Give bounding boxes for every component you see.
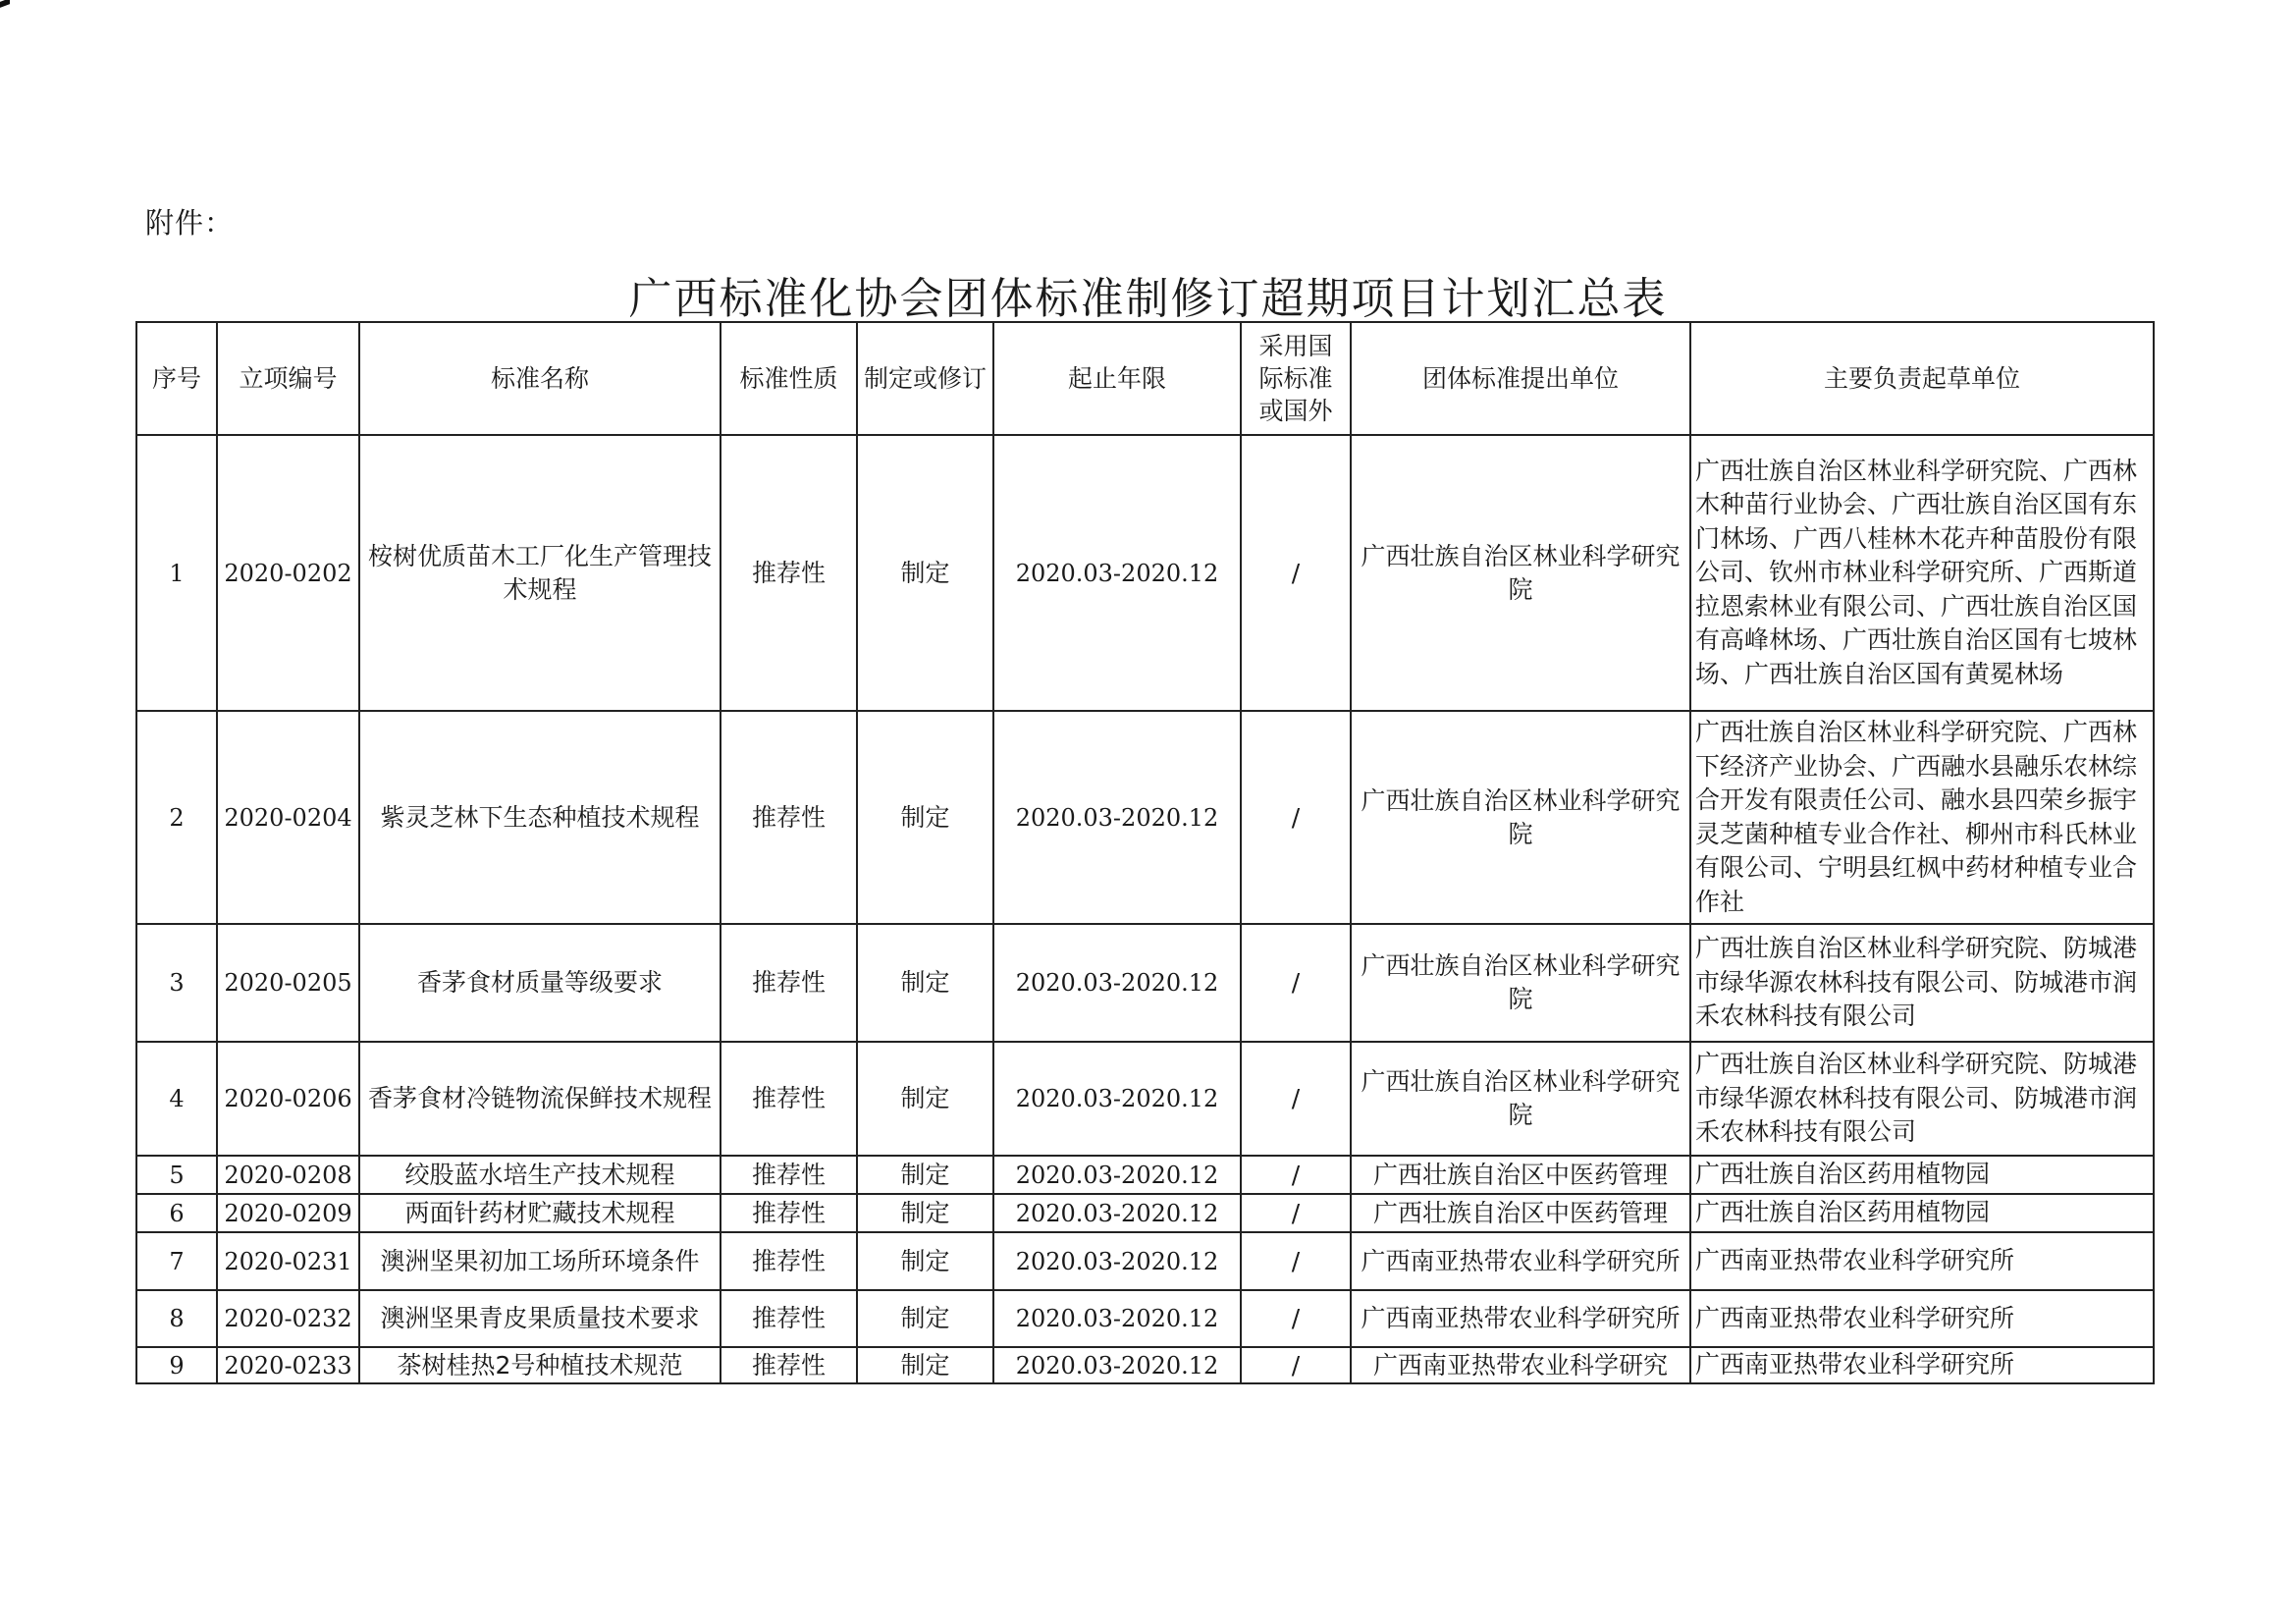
cell-standard-name: 紫灵芝林下生态种植技术规程 [359,711,721,924]
cell-project-id: 2020-0205 [217,924,359,1042]
cell-no: 3 [136,924,217,1042]
summary-table [135,321,2155,1384]
cell-proposer: 广西南亚热带农业科学研究 [1351,1347,1690,1383]
cell-period: 2020.03-2020.12 [993,924,1241,1042]
table-row [136,924,2154,1042]
cell-nature: 推荐性 [721,711,857,924]
header-nature: 标准性质 [721,322,857,435]
page-title: 广西标准化协会团体标准制修订超期项目计划汇总表 [628,274,1668,324]
cell-type: 制定 [857,711,993,924]
cell-intl: / [1241,1194,1351,1232]
cell-proposer: 广西壮族自治区中医药管理 [1351,1156,1690,1194]
cell-period: 2020.03-2020.12 [993,1194,1241,1232]
cell-intl: / [1241,1232,1351,1290]
cell-no: 4 [136,1042,217,1156]
cell-proposer: 广西壮族自治区林业科学研究院 [1351,1042,1690,1156]
cell-nature: 推荐性 [721,1347,857,1383]
cell-nature: 推荐性 [721,1042,857,1156]
cell-no: 8 [136,1290,217,1347]
header-no: 序号 [136,322,217,435]
header-project-id: 立项编号 [217,322,359,435]
cell-standard-name: 香茅食材冷链物流保鲜技术规程 [359,1042,721,1156]
header-intl: 采用国际标准或国外 [1241,322,1351,435]
cell-nature: 推荐性 [721,1156,857,1194]
header-row [136,322,2154,435]
cell-project-id: 2020-0206 [217,1042,359,1156]
table-row [136,1290,2154,1347]
table-row [136,1232,2154,1290]
cell-drafter: 广西壮族自治区林业科学研究院、广西林下经济产业协会、广西融水县融乐农林综合开发有限责任公司、融水县四荣乡振宇灵芝菌种植专业合作社、柳州市科氏林业有限公司、宁明县红枫中药材种植专业合作社 [1690,711,2154,924]
table-row [136,1042,2154,1156]
cell-no: 6 [136,1194,217,1232]
scan-artifact [0,0,10,8]
cell-nature: 推荐性 [721,924,857,1042]
header-drafter: 主要负责起草单位 [1690,322,2154,435]
cell-period: 2020.03-2020.12 [993,1290,1241,1347]
cell-drafter: 广西南亚热带农业科学研究所 [1690,1347,2154,1383]
cell-drafter: 广西壮族自治区药用植物园 [1690,1156,2154,1194]
cell-period: 2020.03-2020.12 [993,435,1241,711]
table-row [136,1347,2154,1383]
cell-standard-name: 两面针药材贮藏技术规程 [359,1194,721,1232]
cell-drafter: 广西壮族自治区林业科学研究院、防城港市绿华源农林科技有限公司、防城港市润禾农林科技有限公司 [1690,924,2154,1042]
cell-intl: / [1241,711,1351,924]
cell-no: 9 [136,1347,217,1383]
cell-project-id: 2020-0231 [217,1232,359,1290]
cell-proposer: 广西壮族自治区林业科学研究院 [1351,924,1690,1042]
cell-project-id: 2020-0233 [217,1347,359,1383]
cell-type: 制定 [857,924,993,1042]
cell-nature: 推荐性 [721,1232,857,1290]
cell-period: 2020.03-2020.12 [993,1232,1241,1290]
cell-proposer: 广西壮族自治区中医药管理 [1351,1194,1690,1232]
table-row [136,435,2154,711]
attachment-label: 附件： [145,206,235,240]
table-row [136,1156,2154,1194]
header-type: 制定或修订 [857,322,993,435]
cell-standard-name: 茶树桂热2号种植技术规范 [359,1347,721,1383]
cell-drafter: 广西南亚热带农业科学研究所 [1690,1290,2154,1347]
table-row [136,1194,2154,1232]
cell-standard-name: 桉树优质苗木工厂化生产管理技术规程 [359,435,721,711]
cell-drafter: 广西南亚热带农业科学研究所 [1690,1232,2154,1290]
cell-standard-name: 绞股蓝水培生产技术规程 [359,1156,721,1194]
header-proposer: 团体标准提出单位 [1351,322,1690,435]
cell-period: 2020.03-2020.12 [993,711,1241,924]
cell-drafter: 广西壮族自治区林业科学研究院、防城港市绿华源农林科技有限公司、防城港市润禾农林科技有限公司 [1690,1042,2154,1156]
cell-standard-name: 澳洲坚果初加工场所环境条件 [359,1232,721,1290]
cell-project-id: 2020-0208 [217,1156,359,1194]
cell-no: 5 [136,1156,217,1194]
cell-intl: / [1241,435,1351,711]
header-period: 起止年限 [993,322,1241,435]
cell-type: 制定 [857,435,993,711]
cell-proposer: 广西壮族自治区林业科学研究院 [1351,435,1690,711]
cell-no: 2 [136,711,217,924]
cell-no: 7 [136,1232,217,1290]
cell-intl: / [1241,924,1351,1042]
cell-type: 制定 [857,1232,993,1290]
cell-intl: / [1241,1290,1351,1347]
cell-type: 制定 [857,1194,993,1232]
cell-period: 2020.03-2020.12 [993,1347,1241,1383]
cell-intl: / [1241,1042,1351,1156]
cell-no: 1 [136,435,217,711]
cell-project-id: 2020-0204 [217,711,359,924]
table-row [136,711,2154,924]
cell-type: 制定 [857,1042,993,1156]
header-standard-name: 标准名称 [359,322,721,435]
cell-proposer: 广西南亚热带农业科学研究所 [1351,1232,1690,1290]
cell-proposer: 广西南亚热带农业科学研究所 [1351,1290,1690,1347]
cell-period: 2020.03-2020.12 [993,1042,1241,1156]
cell-intl: / [1241,1156,1351,1194]
cell-drafter: 广西壮族自治区药用植物园 [1690,1194,2154,1232]
cell-drafter: 广西壮族自治区林业科学研究院、广西林木种苗行业协会、广西壮族自治区国有东门林场、广西八桂林木花卉种苗股份有限公司、钦州市林业科学研究所、广西斯道拉恩索林业有限公司、广西壮族自治区国有高峰林场、广西壮族自治区国有七坡林场、广西壮族自治区国有黄冕林场 [1690,435,2154,711]
cell-nature: 推荐性 [721,1194,857,1232]
cell-period: 2020.03-2020.12 [993,1156,1241,1194]
cell-standard-name: 澳洲坚果青皮果质量技术要求 [359,1290,721,1347]
cell-intl: / [1241,1347,1351,1383]
cell-project-id: 2020-0209 [217,1194,359,1232]
cell-project-id: 2020-0202 [217,435,359,711]
cell-type: 制定 [857,1290,993,1347]
cell-standard-name: 香茅食材质量等级要求 [359,924,721,1042]
cell-project-id: 2020-0232 [217,1290,359,1347]
cell-nature: 推荐性 [721,1290,857,1347]
cell-type: 制定 [857,1347,993,1383]
cell-nature: 推荐性 [721,435,857,711]
cell-proposer: 广西壮族自治区林业科学研究院 [1351,711,1690,924]
cell-type: 制定 [857,1156,993,1194]
